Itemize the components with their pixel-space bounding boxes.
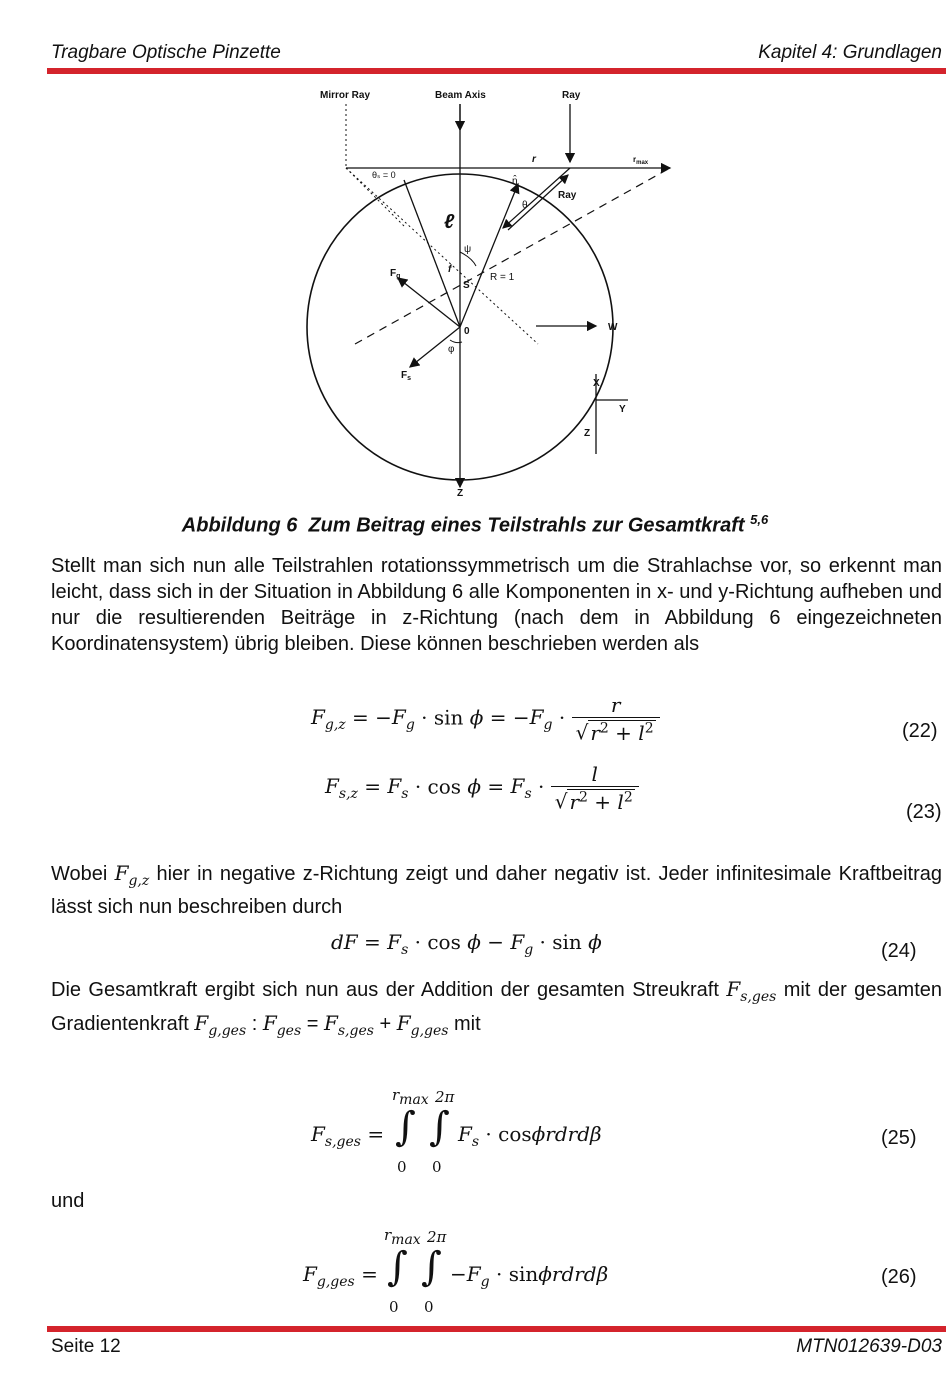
document-id: MTN012639-D03 (796, 1336, 942, 1357)
equation-26-number: (26) (881, 1266, 917, 1288)
equation-22-number: (22) (902, 720, 938, 742)
paragraph-2: Wobei $F_{g,z}$ hier in negative z-Richtung zeigt und daher negativ ist. Jeder infinitesimale Kraftbeitrag lässt sich nun beschreiben durch (51, 861, 942, 918)
label-beam-axis: Beam Axis (435, 90, 486, 101)
label-rmax: $r_{max}$ (633, 155, 649, 166)
equation-23: $F_{s,z} = F_s \cdot \cos \phi = F_s$ · $\frac{l}{√ r^2 + l^2}$ (325, 762, 639, 814)
label-ell: ℓ (444, 211, 455, 233)
label-fg: $F_g$ (390, 268, 401, 280)
label-mirror-ray: Mirror Ray (320, 90, 371, 101)
label-axis-z: Z (584, 428, 591, 439)
header-rule (47, 68, 946, 74)
label-axis-x: X (593, 378, 600, 389)
label-ray-top: Ray (562, 90, 581, 101)
equation-24-number: (24) (881, 940, 917, 962)
equation-25-number: (25) (881, 1127, 917, 1149)
paragraph-1: Stellt man sich nun alle Teilstrahlen rotationssymmetrisch um die Strahlachse vor, so erkennt man leicht, dass sich in der Situation in Abbildung 6 alle Komponenten in x- und y-Richtung aufheben und nur die resultierenden Beiträge in z-Richtung (nach dem in Abbildung 6 eingezeichneten Koordinatensystem) übrig bleiben. Diese können beschrieben werden als (51, 555, 942, 655)
label-psi: ψ (464, 244, 472, 255)
label-f: f (448, 264, 452, 275)
label-n-hat: n̂ (512, 176, 518, 187)
figure-caption (0, 512, 950, 538)
equation-24: dF = $F_s \cdot \cos \phi - F_g \cdot \sin \phi$ (331, 930, 602, 958)
dashed-line (355, 168, 670, 344)
equation-23-number: (23) (906, 801, 942, 823)
label-ray-reflected: Ray (558, 190, 577, 201)
equation-25: $F_{s,ges}$ = $r_{max}$ 2π ∫ ∫ 0 0 $F_s$ · cosϕrdrdβ (311, 1086, 602, 1176)
label-theta-s: θₛ = 0 (372, 170, 396, 180)
equation-26: $F_{g,ges}$ = $r_{max}$ 2π ∫ ∫ 0 0 $-F_g$ · sinϕrdrdβ (303, 1226, 609, 1316)
paragraph-und: und (51, 1190, 85, 1212)
paragraph-3: Die Gesamtkraft ergibt sich nun aus der Addition der gesamten Streukraft $F_{s,ges}$ mit der gesamten Gradientenkraft $F_{g,ges}$ : $F_{ges} = F_{s,ges} + F_{g,ges}$ mit (51, 977, 943, 1039)
label-s: S (463, 280, 470, 291)
label-origin: 0 (464, 326, 470, 337)
header-title: Tragbare Optische Pinzette (51, 42, 281, 63)
footer-rule (47, 1326, 946, 1332)
caption-label: Abbildung 6 (181, 514, 298, 537)
label-axis-y: Y (619, 404, 626, 415)
equation-22: $F_{g,z} = -F_g \cdot \sin \phi = -F_g$ · $\frac{r}{√ r^2 + l^2}$ (311, 693, 660, 745)
caption-refs: 5,6 (750, 512, 769, 527)
label-phi: φ (448, 344, 455, 355)
header-chapter: Kapitel 4: Grundlagen (758, 42, 942, 63)
ray-force-diagram (300, 82, 690, 502)
label-r: r (532, 154, 536, 165)
page-number: Seite 12 (51, 1336, 121, 1357)
label-r-eq: R = 1 (490, 272, 515, 283)
label-fs: $F_s$ (401, 370, 412, 382)
label-w: W (608, 322, 618, 333)
label-z-bottom: Z (457, 488, 464, 499)
caption-text: Zum Beitrag eines Teilstrahls zur Gesamtkraft (308, 514, 745, 537)
label-theta: θ (522, 200, 528, 211)
